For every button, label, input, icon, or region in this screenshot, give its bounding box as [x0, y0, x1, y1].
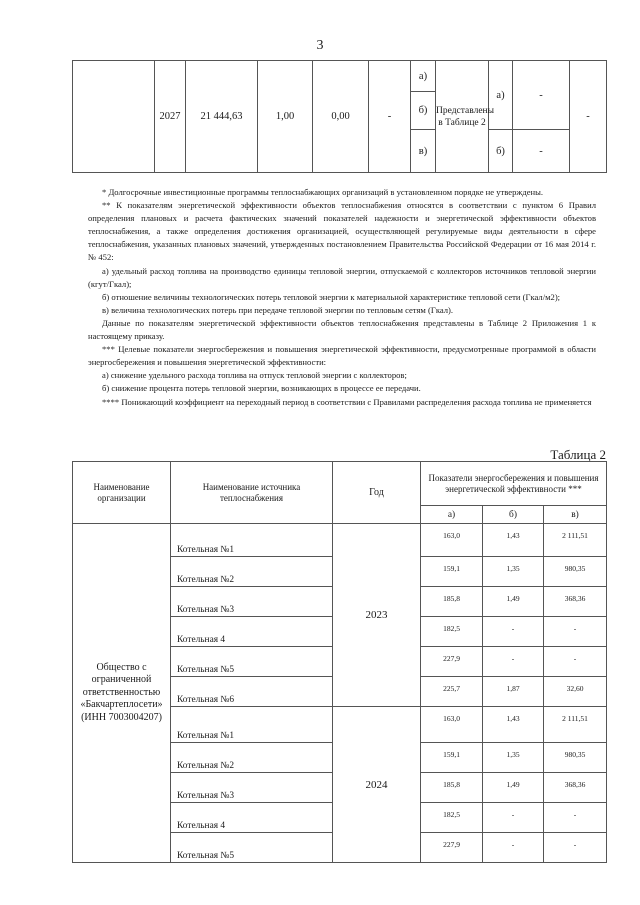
- indicator-b: 1,35: [483, 743, 544, 773]
- investment-table-fragment: [72, 60, 607, 173]
- value-cell: 21 444,63: [186, 61, 258, 173]
- indicator-v: 2 111,51: [544, 707, 607, 743]
- indicator-v: -: [544, 833, 607, 863]
- note: б) отношение величины технологических потерь тепловой энергии к материальной характеристике тепловой сети (Гкал/м2);: [102, 291, 561, 302]
- indicator-b: -: [483, 617, 544, 647]
- indicator-v: 32,60: [544, 677, 607, 707]
- empty-cell: [73, 61, 155, 173]
- indicator-a: 159,1: [421, 743, 483, 773]
- source-name: Котельная №5: [171, 647, 333, 677]
- note: *** Целевые показатели энергосбережения и повышения энергетической эффективности, предусмотренные программой в области энергосбережения и повышения энергетической эффективности:: [88, 344, 596, 368]
- source-name: Котельная 4: [171, 803, 333, 833]
- indicator-b: 1,49: [483, 587, 544, 617]
- indicator-v: -: [544, 617, 607, 647]
- header-a: а): [421, 506, 483, 524]
- header-indicators: Показатели энергосбережения и повышения энергетической эффективности ***: [421, 462, 607, 506]
- source-name: Котельная №1: [171, 524, 333, 557]
- indicator-b: 1,49: [483, 773, 544, 803]
- header-year: Год: [333, 462, 421, 524]
- value-cell: 0,00: [313, 61, 369, 173]
- sub-label-b: б): [411, 92, 436, 130]
- sub2-label-b: б): [489, 130, 513, 173]
- indicator-a: 185,8: [421, 587, 483, 617]
- indicator-a: 185,8: [421, 773, 483, 803]
- note: * Долгосрочные инвестиционные программы теплоснабжающих организаций в установленном порядке не утверждены.: [102, 187, 544, 197]
- indicator-a: 225,7: [421, 677, 483, 707]
- header-b: б): [483, 506, 544, 524]
- sub2-value-a: -: [513, 61, 570, 130]
- source-name: Котельная №6: [171, 677, 333, 707]
- sub-label-a: а): [411, 61, 436, 92]
- indicator-v: 368,36: [544, 773, 607, 803]
- indicator-a: 163,0: [421, 707, 483, 743]
- source-name: Котельная №2: [171, 743, 333, 773]
- indicator-a: 227,9: [421, 833, 483, 863]
- indicator-b: 1,43: [483, 524, 544, 557]
- indicator-b: 1,35: [483, 557, 544, 587]
- indicator-a: 182,5: [421, 803, 483, 833]
- indicator-a: 182,5: [421, 617, 483, 647]
- organization-cell: Общество с ограниченной ответственностью «Бакчартеплосети» (ИНН 7003004207): [73, 524, 171, 863]
- year-cell: 2024: [333, 707, 421, 863]
- sub-label-v: в): [411, 130, 436, 173]
- indicator-v: 2 111,51: [544, 524, 607, 557]
- value-cell: 1,00: [258, 61, 313, 173]
- sub2-label-a: а): [489, 61, 513, 130]
- indicator-v: 368,36: [544, 587, 607, 617]
- note: в) величина технологических потерь при передаче тепловой энергии по тепловым сетям (Гкал).: [102, 304, 454, 315]
- table-row: [73, 524, 607, 557]
- year-cell: 2027: [155, 61, 186, 173]
- source-name: Котельная №1: [171, 707, 333, 743]
- source-name: Котельная №3: [171, 773, 333, 803]
- header-source: Наименование источника теплоснабжения: [171, 462, 333, 524]
- source-name: Котельная №3: [171, 587, 333, 617]
- efficiency-table: [72, 461, 607, 863]
- page-number: 3: [316, 38, 324, 53]
- footnotes: [88, 186, 596, 409]
- indicator-v: 980,35: [544, 557, 607, 587]
- indicator-a: 163,0: [421, 524, 483, 557]
- value-cell: -: [369, 61, 411, 173]
- indicator-b: -: [483, 833, 544, 863]
- value-cell: -: [570, 61, 607, 173]
- note: ** К показателям энергетической эффективности объектов теплоснабжения относятся в соответствии с пунктом 6 Правил определения плановых и расчета фактических значений показателей надежности и энергетической эффективности объектов теплоснабжения, а также определения достижения организацией, осуществляющей регулируемые виды деятельности в сфере теплоснабжения, указанных плановых значений, утвержденных постановлением Правительства Российской Федерации от 16 мая 2014 г. № 452:: [88, 200, 596, 263]
- source-name: Котельная №5: [171, 833, 333, 863]
- header-org: Наименование организации: [73, 462, 171, 524]
- table-caption: Таблица 2: [550, 447, 606, 462]
- sub2-value-b: -: [513, 130, 570, 173]
- indicator-a: 227,9: [421, 647, 483, 677]
- indicator-v: -: [544, 803, 607, 833]
- indicator-b: 1,87: [483, 677, 544, 707]
- note: а) удельный расход топлива на производство единицы тепловой энергии, отпускаемой с коллекторов источников тепловой энергии (кгут/Гкал);: [88, 265, 596, 289]
- indicator-v: 980,35: [544, 743, 607, 773]
- note: Данные по показателям энергетической эффективности объектов теплоснабжения представлены в Таблице 2 Приложения 1 к настоящему приказу.: [88, 317, 596, 342]
- source-name: Котельная 4: [171, 617, 333, 647]
- indicator-b: -: [483, 803, 544, 833]
- header-v: в): [544, 506, 607, 524]
- year-cell: 2023: [333, 524, 421, 707]
- note: а) снижение удельного расхода топлива на отпуск тепловой энергии с коллекторов;: [102, 370, 407, 381]
- indicator-v: -: [544, 647, 607, 677]
- source-name: Котельная №2: [171, 557, 333, 587]
- note: б) снижение процента потерь тепловой энергии, возникающих в процессе ее передачи.: [102, 383, 421, 394]
- indicator-a: 159,1: [421, 557, 483, 587]
- presented-cell: Представлены в Таблице 2: [436, 61, 489, 173]
- note: **** Понижающий коэффициент на переходный период в соответствии с Правилами распределения расхода топлива не применяется: [102, 396, 592, 407]
- indicator-b: 1,43: [483, 707, 544, 743]
- indicator-b: -: [483, 647, 544, 677]
